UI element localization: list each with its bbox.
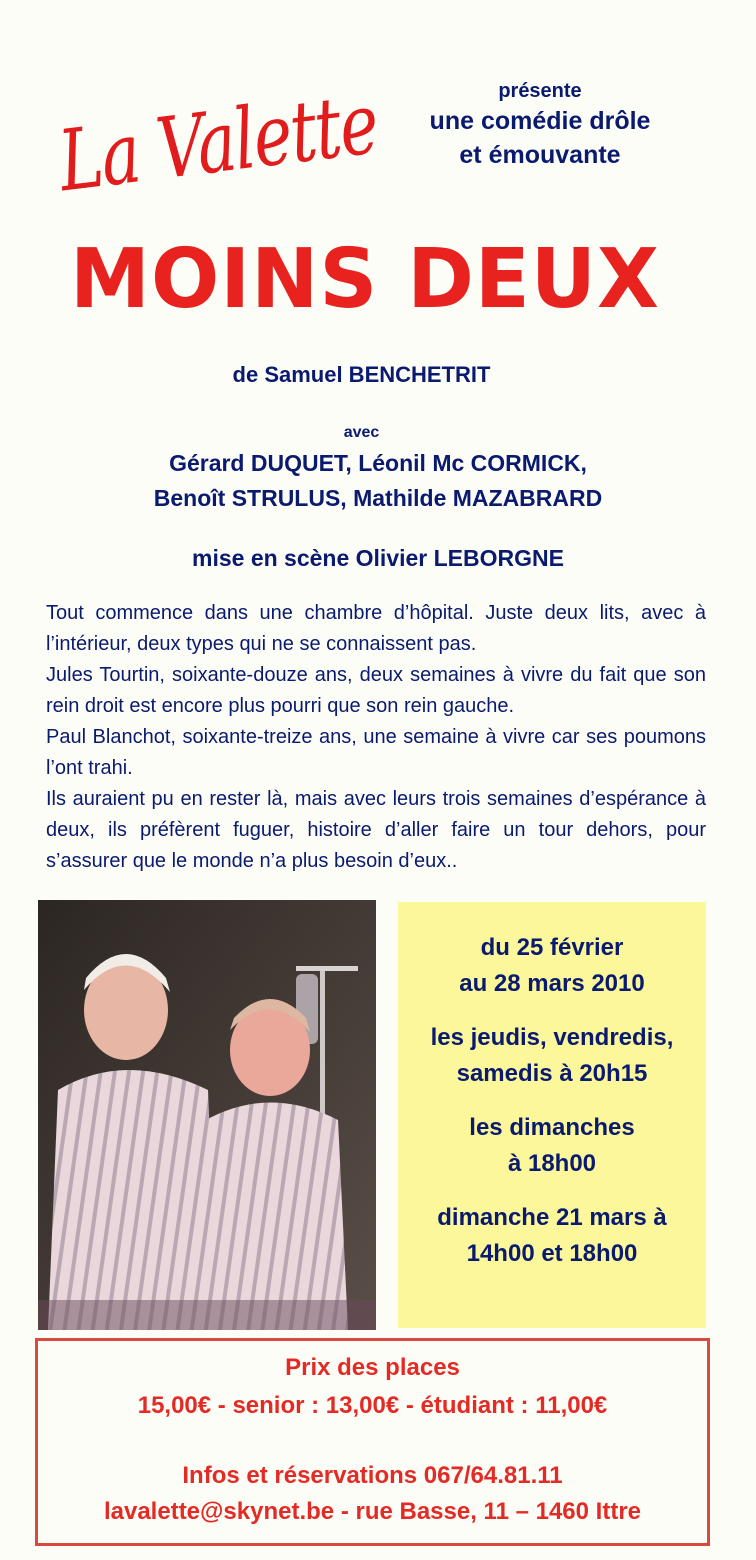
special-schedule [398, 1200, 706, 1272]
sunday-line-1: les dimanches [469, 1114, 635, 1141]
show-title: MOINS DEUX [70, 232, 660, 327]
synopsis [46, 598, 706, 877]
reservation-info: Infos et réservations 067/64.81.11 [182, 1462, 563, 1489]
sunday-schedule [398, 1110, 706, 1182]
photo-illustration [38, 900, 376, 1330]
sunday-line-2: à 18h00 [507, 1150, 597, 1177]
synopsis-paragraph: Paul Blanchot, soixante-treize ans, une semaine à vivre car ses poumons l’ont trahi. [46, 726, 706, 779]
la-valette-logo [53, 62, 383, 211]
cast-list [0, 446, 756, 516]
date-range-line-1: du 25 février [480, 934, 624, 961]
weekday-line-2: samedis à 20h15 [456, 1060, 648, 1087]
subtitle-line-1: une comédie drôle [429, 107, 651, 135]
date-range-line-2: au 28 mars 2010 [459, 970, 645, 997]
presents-label: présente [498, 80, 582, 102]
subtitle-line-2: et émouvante [459, 141, 621, 169]
date-range [398, 930, 706, 1002]
synopsis-paragraph: Tout commence dans une chambre d’hôpital. Juste deux lits, avec à l’intérieur, deux types qui ne se connaissent pas. [46, 602, 706, 655]
dates-panel [398, 902, 706, 1328]
contact-line: lavalette@skynet.be - rue Basse, 11 – 1460 Ittre [103, 1498, 642, 1525]
author-line: de Samuel BENCHETRIT [232, 362, 491, 387]
weekday-schedule [398, 1020, 706, 1092]
special-line-1: dimanche 21 mars à [437, 1204, 667, 1231]
synopsis-paragraph: Jules Tourtin, soixante-douze ans, deux semaines à vivre du fait que son rein droit est encore plus pourri que son rein gauche. [46, 664, 706, 717]
prices-box [35, 1338, 710, 1546]
with-label: avec [343, 424, 380, 441]
cast-line-2: Benoît STRULUS, Mathilde MAZABRARD [153, 485, 603, 511]
weekday-line-1: les jeudis, vendredis, [430, 1024, 674, 1051]
prices-heading: Prix des places [285, 1354, 460, 1381]
cast-line-1: Gérard DUQUET, Léonil Mc CORMICK, [169, 450, 587, 476]
prices-values: 15,00€ - senior : 13,00€ - étudiant : 11,00€ [137, 1392, 608, 1419]
synopsis-paragraph: Ils auraient pu en rester là, mais avec leurs trois semaines d’espérance à deux, ils préfèrent fuguer, histoire d’aller faire un tour dehors, pour s’assurer que le monde n’a plus besoin d’eux.. [46, 788, 706, 872]
presents-block [405, 78, 675, 172]
director-line: mise en scène Olivier LEBORGNE [192, 545, 564, 571]
logo-lettering [53, 62, 383, 211]
special-line-2: 14h00 et 18h00 [466, 1240, 638, 1267]
svg-text:La Valette: La Valette [53, 74, 383, 211]
actors-photo [38, 900, 376, 1330]
